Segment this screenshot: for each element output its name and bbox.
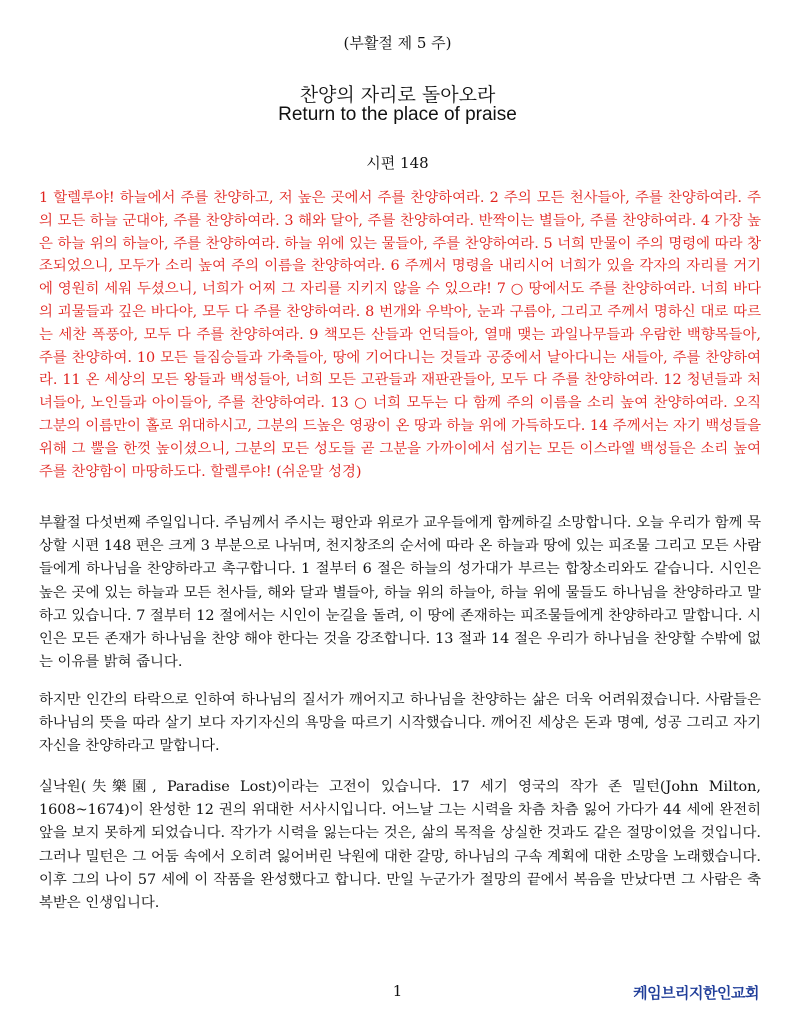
series-note: (부활절 제 5 주)	[343, 34, 452, 52]
page-number: 1	[392, 982, 403, 1000]
body-paragraph-3: 실낙원(失樂園, Paradise Lost)이라는 고전이 있습니다. 17 세기 영국의 작가 존 밀턴(John Milton, 1608~1674)이 완성한 12 권의 위대한 서사시입니다. 어느날 그는 시력을 차츰 차츰 잃어 가다가 44 세에 완전히 앞을 보지 못하게 되었습니다. 작가가 시력을 잃는다는 것은, 삶의 목적을 상실한 것과도 같은 절망이었을 것입니다. 그러나 밀턴은 그 어둠 속에서 오히려 잃어버린 낙원에 대한 갈망, 하나님의 구속 계획에 대한 소망을 노래했습니다. 이후 그의 나이 57 세에 이 작품을 완성했다고 합니다. 만일 누군가가 절망의 끝에서 복음을 만났다면 그 사람은 축복받은 인생입니다.	[39, 779, 761, 912]
page-title-korean: 찬양의 자리로 돌아오라	[299, 84, 496, 106]
scripture-reference: 시편 148	[366, 154, 429, 172]
body-paragraph-1: 부활절 다섯번째 주일입니다. 주님께서 주시는 평안과 위로가 교우들에게 함께하길 소망합니다. 오늘 우리가 함께 묵상할 시편 148 편은 크게 3 부분으로 나뉘며, 천지창조의 순서에 따라 온 하늘과 땅에 있는 피조물 그리고 모든 사람들에게 하나님을 찬양하라고 촉구합니다. 1 절부터 6 절은 하늘의 성가대가 부르는 합창소리와도 같습니다. 시인은 높은 곳에 있는 하늘과 모든 천사들, 해와 달과 별들아, 하늘 위의 하늘아, 하늘 위에 물들도 하나님을 찬양하라고 말하고 있습니다. 7 절부터 12 절에서는 시인이 눈길을 돌려, 이 땅에 존재하는 피조물들에게 찬양하라고 말합니다. 시인은 모든 존재가 하나님을 찬양 해야 한다는 것을 강조합니다. 13 절과 14 절은 우리가 하나님을 찬양할 수밖에 없는 이유를 밝혀 줍니다.	[39, 515, 761, 671]
church-name: 케임브리지한인교회	[633, 984, 759, 1002]
page-title-english: Return to the place of praise	[278, 104, 517, 125]
body-paragraph-2: 하지만 인간의 타락으로 인하여 하나님의 질서가 깨어지고 하나님을 찬양하는 삶은 더욱 어려워졌습니다. 사람들은 하나님의 뜻을 따라 살기 보다 자기자신의 욕망을 따르기 시작했습니다. 깨어진 세상은 돈과 명예, 성공 그리고 자기자신을 찬양하라고 말합니다.	[39, 692, 761, 755]
scripture-passage: 1 할렐루야! 하늘에서 주를 찬양하고, 저 높은 곳에서 주를 찬양하여라. 2 주의 모든 천사들아, 주를 찬양하여라. 주의 모든 하늘 군대야, 주를 찬양하여라. 3 해와 달아, 주를 찬양하여라. 반짝이는 별들아, 주를 찬양하여라. 4 가장 높은 하늘 위의 하늘아, 주를 찬양하여라. 하늘 위에 있는 물들아, 주를 찬양하여라. 5 너희 만물이 주의 명령에 따라 창조되었으니, 모두가 소리 높여 주의 이름을 찬양하여라. 6 주께서 명령을 내리시어 너희가 있을 각자의 자리를 거기에 영원히 세워 두셨으니, 너희가 어찌 그 자리를 지키지 않을 수 있으랴! 7 ○ 땅에서도 주를 찬양하여라. 너희 바다의 괴물들과 깊은 바다야, 모두 다 주를 찬양하여라. 8 번개와 우박아, 눈과 구름아, 그리고 주께서 명하신 대로 따르는 세찬 폭풍아, 모두 다 주를 찬양하여라. 9 책모든 산들과 언덕들아, 열매 맺는 과일나무들과 우람한 백향목들아, 주를 찬양하여. 10 모든 들짐승들과 가축들아, 땅에 기어다니는 것들과 공중에서 날아다니는 새들아, 주를 찬양하여라. 11 온 세상의 모든 왕들과 백성들아, 너희 모든 고관들과 재판관들아, 모두 다 주를 찬양하여라. 12 청년들과 처녀들아, 노인들과 아이들아, 주를 찬양하여라. 13 ○ 너희 모두는 다 함께 주의 이름을 소리 높여 찬양하여라. 오직 그분의 이름만이 홀로 위대하시고, 그분의 드높은 영광이 온 땅과 하늘 위에 가득하도다. 14 주께서는 자기 백성들을 위해 그 뿔을 한껏 높이셨으니, 그분의 모든 성도들 곧 그분을 가까이에서 섬기는 모든 이스라엘 백성들은 소리 높여 주를 찬양함이 마땅하도다. 할렐루야! (쉬운말 성경)	[39, 190, 761, 480]
